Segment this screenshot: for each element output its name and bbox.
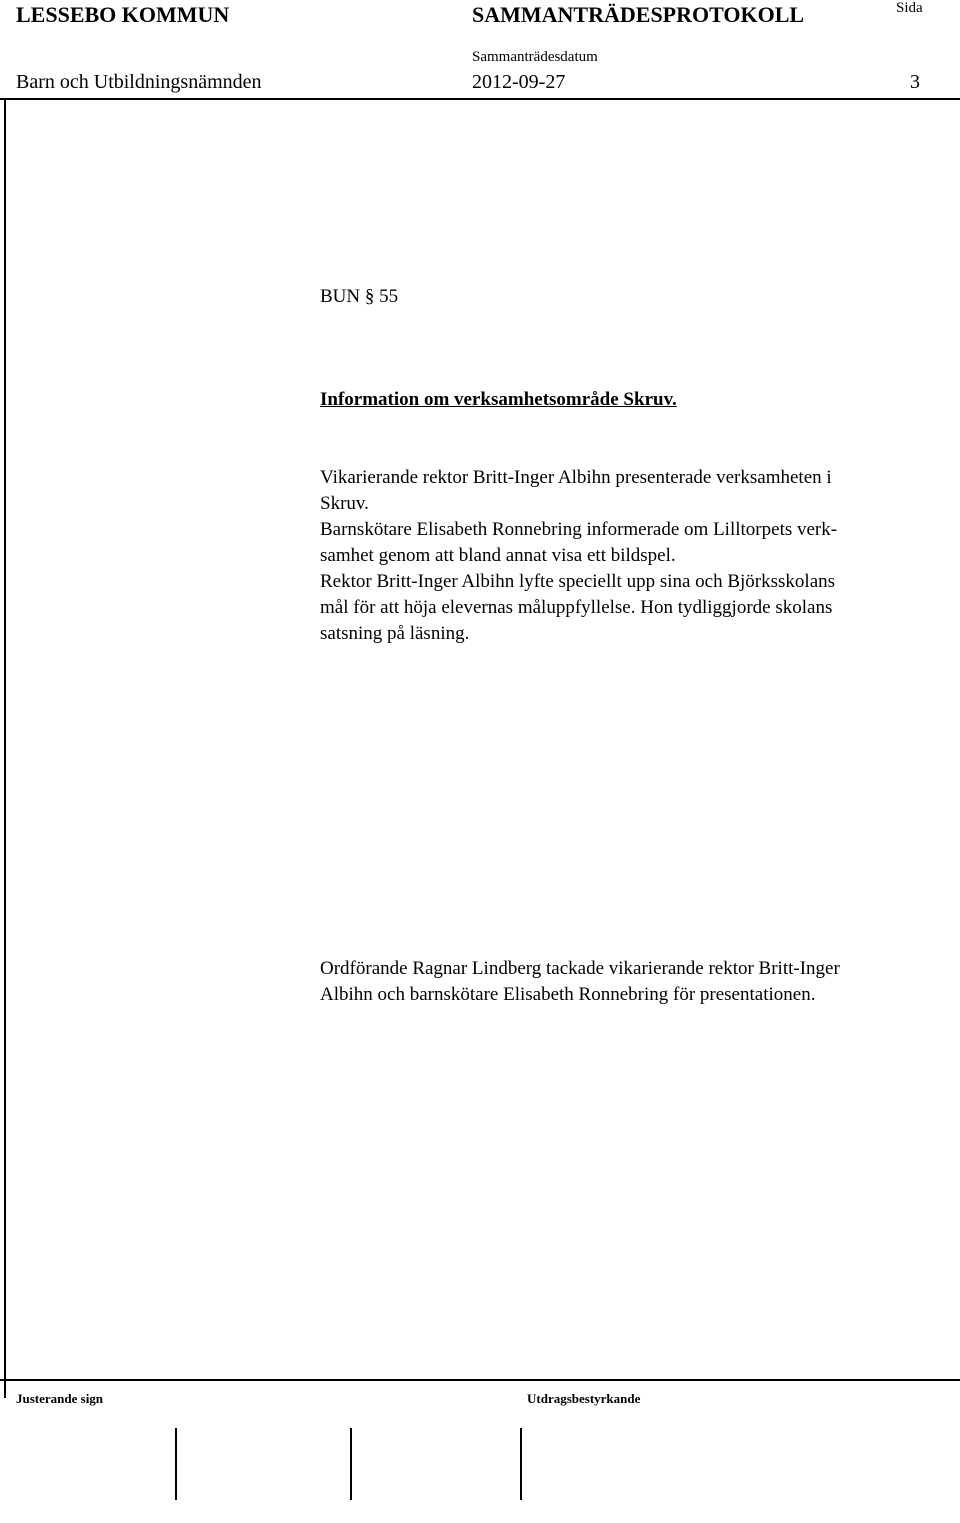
body-line: Vikarierande rektor Britt-Inger Albihn presenterade verksamheten i: [320, 467, 832, 488]
closing-line: Albihn och barnskötare Elisabeth Ronnebring för presentationen.: [320, 984, 816, 1005]
section-id: BUN § 55: [320, 286, 399, 307]
section-title: Information om verksamhetsområde Skruv.: [320, 389, 677, 410]
closing-paragraph: [320, 956, 840, 1008]
body-paragraph: [320, 465, 837, 647]
date-label: Sammanträdesdatum: [472, 49, 598, 65]
document-type: SAMMANTRÄDESPROTOKOLL: [472, 2, 805, 27]
committee-name: Barn och Utbildningsnämnden: [16, 71, 262, 93]
left-margin-rule: [4, 98, 6, 1398]
body-line: samhet genom att bland annat visa ett bildspel.: [320, 545, 676, 566]
page-label: Sida: [896, 0, 923, 16]
page-number: 3: [910, 71, 920, 93]
body-line: mål för att höja elevernas måluppfyllelse. Hon tydliggjorde skolans: [320, 597, 833, 618]
footer-rule: [0, 1379, 960, 1381]
body-line: Rektor Britt-Inger Albihn lyfte speciellt upp sina och Björksskolans: [320, 571, 836, 592]
body-line: Barnskötare Elisabeth Ronnebring informerade om Lilltorpets verk-: [320, 519, 838, 540]
closing-line: Ordförande Ragnar Lindberg tackade vikarierande rektor Britt-Inger: [320, 958, 840, 979]
signature-box-divider: [520, 1428, 522, 1500]
body-line: Skruv.: [320, 493, 369, 514]
body-line: satsning på läsning.: [320, 623, 470, 644]
justerande-sign-label: Justerande sign: [16, 1391, 104, 1406]
utdragsbestyrkande-label: Utdragsbestyrkande: [527, 1391, 641, 1406]
signature-box-divider: [175, 1428, 177, 1500]
meeting-date: 2012-09-27: [472, 71, 566, 93]
header-rule: [0, 98, 960, 100]
signature-box-divider: [350, 1428, 352, 1500]
organization-name: LESSEBO KOMMUN: [16, 2, 230, 27]
